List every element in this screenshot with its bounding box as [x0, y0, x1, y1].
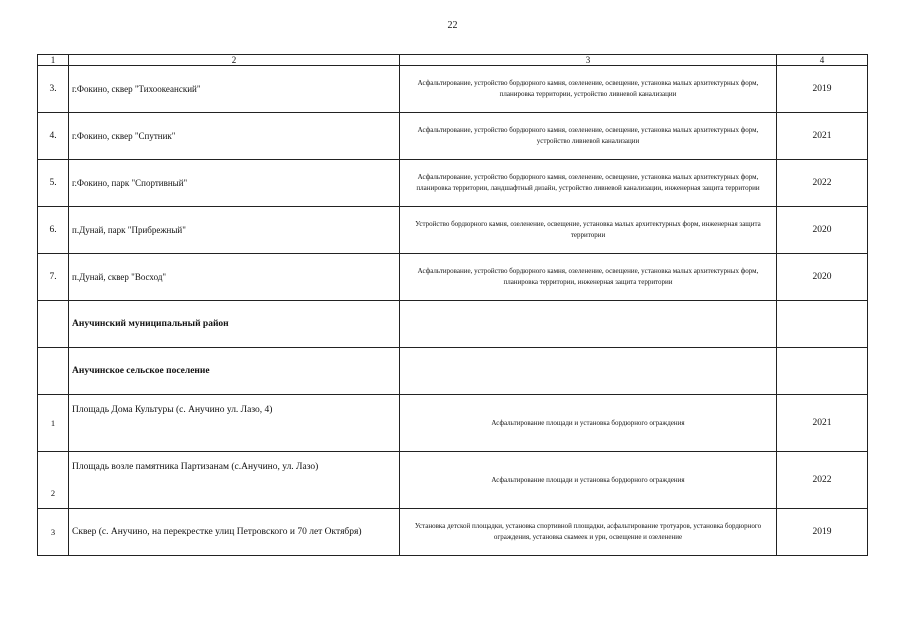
table-row — [38, 254, 868, 301]
table-row — [38, 113, 868, 160]
object-name: Сквер (с. Анучино, на перекрестке улиц Петровского и 70 лет Октября) — [69, 509, 400, 556]
row-number: 7. — [38, 254, 69, 301]
object-name: п.Дунай, парк "Прибрежный" — [69, 207, 400, 254]
improvement-table — [37, 54, 868, 556]
object-name: Площадь возле памятника Партизанам (с.Анучино, ул. Лазо) — [69, 452, 400, 509]
empty-cell — [400, 348, 777, 395]
table-row — [38, 207, 868, 254]
table-header-row — [38, 55, 868, 66]
table-row — [38, 509, 868, 556]
year-cell: 2021 — [777, 395, 868, 452]
work-description: Устройство бордюрного камня, озеленение, освещение, установка малых архитектурных форм, инженерная защита территории — [400, 207, 777, 254]
column-header: 1 — [38, 55, 69, 66]
object-name: г.Фокино, сквер "Тихоокеанский" — [69, 66, 400, 113]
work-description: Асфальтирование площади и установка бордюрного ограждения — [400, 395, 777, 452]
object-name: г.Фокино, сквер "Спутник" — [69, 113, 400, 160]
row-number: 2 — [38, 452, 69, 509]
section-row-settlement — [38, 348, 868, 395]
column-header: 4 — [777, 55, 868, 66]
empty-cell — [777, 348, 868, 395]
work-description: Установка детской площадки, установка спортивной площадки, асфальтирование тротуаров, установка бордюрного ограждения, установка скамеек и урн, освещение и озеленение — [400, 509, 777, 556]
object-name: Площадь Дома Культуры (с. Анучино ул. Лазо, 4) — [69, 395, 400, 452]
work-description: Асфальтирование, устройство бордюрного камня, озеленение, освещение, установка малых архитектурных форм, устройство ливневой канализации — [400, 113, 777, 160]
work-description: Асфальтирование, устройство бордюрного камня, озеленение, освещение, установка малых архитектурных форм, планировка территории, устройство ливневой канализации — [400, 66, 777, 113]
column-header: 3 — [400, 55, 777, 66]
table-row — [38, 395, 868, 452]
year-cell: 2022 — [777, 160, 868, 207]
empty-cell — [38, 348, 69, 395]
object-name: г.Фокино, парк "Спортивный" — [69, 160, 400, 207]
year-cell: 2020 — [777, 254, 868, 301]
empty-cell — [38, 301, 69, 348]
row-number: 3. — [38, 66, 69, 113]
year-cell: 2020 — [777, 207, 868, 254]
work-description: Асфальтирование площади и установка бордюрного ограждения — [400, 452, 777, 509]
year-cell: 2019 — [777, 66, 868, 113]
row-number: 3 — [38, 509, 69, 556]
row-number: 4. — [38, 113, 69, 160]
year-cell: 2021 — [777, 113, 868, 160]
column-header: 2 — [69, 55, 400, 66]
empty-cell — [400, 301, 777, 348]
table-row — [38, 66, 868, 113]
empty-cell — [777, 301, 868, 348]
row-number: 1 — [38, 395, 69, 452]
row-number: 5. — [38, 160, 69, 207]
work-description: Асфальтирование, устройство бордюрного камня, озеленение, освещение, установка малых архитектурных форм, планировка территории, инженерная защита территории — [400, 254, 777, 301]
section-title-settlement: Анучинское сельское поселение — [69, 348, 400, 395]
table-row — [38, 452, 868, 509]
row-number: 6. — [38, 207, 69, 254]
year-cell: 2022 — [777, 452, 868, 509]
year-cell: 2019 — [777, 509, 868, 556]
object-name: п.Дунай, сквер "Восход" — [69, 254, 400, 301]
section-title-district: Анучинский муниципальный район — [69, 301, 400, 348]
work-description: Асфальтирование, устройство бордюрного камня, озеленение, освещение, установка малых архитектурных форм, планировка территории, ландшафтный дизайн, устройство ливневой канализации, инженерная защита территории — [400, 160, 777, 207]
page-number: 22 — [447, 20, 458, 31]
table-row — [38, 160, 868, 207]
section-row-district — [38, 301, 868, 348]
